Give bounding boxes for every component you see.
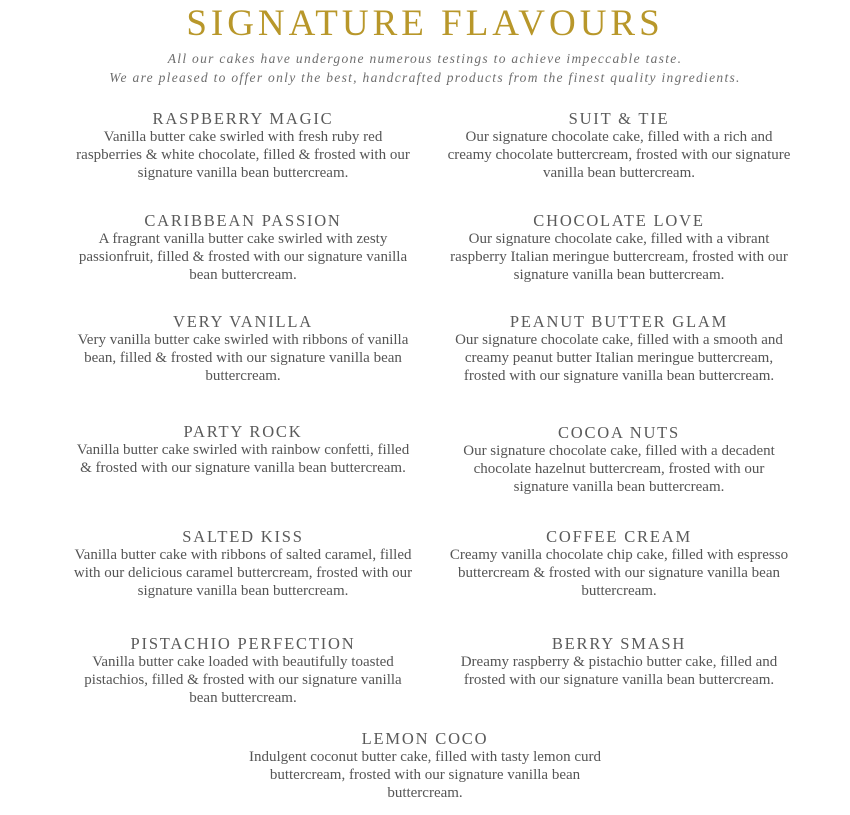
flavour-suit-and-tie bbox=[445, 109, 793, 182]
flavour-description: Our signature chocolate cake, filled with a rich and creamy chocolate buttercream, frosted with our signature vanilla bean buttercream. bbox=[447, 129, 791, 181]
flavour-name: CHOCOLATE LOVE bbox=[533, 211, 705, 230]
flavour-name: COFFEE CREAM bbox=[546, 527, 692, 546]
flavour-description: Vanilla butter cake loaded with beautifully toasted pistachios, filled & frosted with our signature vanilla bean buttercream. bbox=[84, 654, 402, 706]
flavour-name: SALTED KISS bbox=[182, 527, 304, 546]
flavour-name: CARIBBEAN PASSION bbox=[144, 211, 342, 230]
flavour-description: Dreamy raspberry & pistachio butter cake, filled and frosted with our signature vanilla bean buttercream. bbox=[460, 654, 778, 688]
flavour-description: Vanilla butter cake with ribbons of salted caramel, filled with our delicious caramel buttercream, frosted with our signature vanilla bean buttercream. bbox=[73, 547, 413, 599]
flavour-description: Our signature chocolate cake, filled with a smooth and creamy peanut butter Italian meringue buttercream, frosted with our signature vanilla bean buttercream. bbox=[455, 332, 783, 384]
flavour-lemon-coco bbox=[240, 729, 610, 802]
flavour-party-rock bbox=[72, 422, 414, 477]
flavour-description: A fragrant vanilla butter cake swirled with zesty passionfruit, filled & frosted with our signature vanilla bean buttercream. bbox=[78, 231, 408, 283]
flavour-description: Very vanilla butter cake swirled with ribbons of vanilla bean, filled & frosted with our signature vanilla bean buttercream. bbox=[77, 332, 409, 384]
flavour-cocoa-nuts bbox=[445, 423, 793, 496]
flavour-name: PEANUT BUTTER GLAM bbox=[509, 312, 729, 331]
flavour-description: Our signature chocolate cake, filled with a vibrant raspberry Italian meringue buttercream, frosted with our signature vanilla bean buttercream. bbox=[450, 231, 788, 283]
flavour-description: Creamy vanilla chocolate chip cake, filled with espresso buttercream & frosted with our signature vanilla bean buttercream. bbox=[449, 547, 789, 599]
flavour-name: PARTY ROCK bbox=[183, 422, 303, 441]
flavour-name: VERY VANILLA bbox=[172, 312, 313, 331]
flavour-pistachio-perfection bbox=[72, 634, 414, 707]
page-title: SIGNATURE FLAVOURS bbox=[186, 3, 664, 44]
flavour-chocolate-love bbox=[445, 211, 793, 284]
flavour-name: BERRY SMASH bbox=[551, 634, 687, 653]
flavour-name: LEMON COCO bbox=[361, 729, 489, 748]
flavour-coffee-cream bbox=[445, 527, 793, 600]
flavour-name: RASPBERRY MAGIC bbox=[152, 109, 334, 128]
flavour-salted-kiss bbox=[72, 527, 414, 600]
flavour-peanut-butter-glam bbox=[445, 312, 793, 385]
flavour-name: COCOA NUTS bbox=[557, 423, 681, 442]
flavour-description: Our signature chocolate cake, filled with a decadent chocolate hazelnut buttercream, frosted with our signature vanilla bean buttercream. bbox=[463, 443, 775, 495]
flavour-name: SUIT & TIE bbox=[568, 109, 670, 128]
flavour-description: Indulgent coconut butter cake, filled with tasty lemon curd buttercream, frosted with our signature vanilla bean buttercream. bbox=[249, 749, 601, 801]
subtitle-line-1: All our cakes have undergone numerous testings to achieve impeccable taste. bbox=[167, 51, 683, 66]
flavour-very-vanilla bbox=[72, 312, 414, 385]
flavour-caribbean-passion bbox=[72, 211, 414, 284]
subtitle-line-2: We are pleased to offer only the best, handcrafted products from the finest quality ingredients. bbox=[109, 70, 741, 85]
flavour-description: Vanilla butter cake swirled with fresh ruby red raspberries & white chocolate, filled & frosted with our signature vanilla bean buttercream. bbox=[76, 129, 410, 181]
flavour-berry-smash bbox=[445, 634, 793, 689]
flavour-name: PISTACHIO PERFECTION bbox=[130, 634, 356, 653]
flavour-raspberry-magic bbox=[72, 109, 414, 182]
flavour-description: Vanilla butter cake swirled with rainbow confetti, filled & frosted with our signature vanilla bean buttercream. bbox=[76, 442, 410, 476]
